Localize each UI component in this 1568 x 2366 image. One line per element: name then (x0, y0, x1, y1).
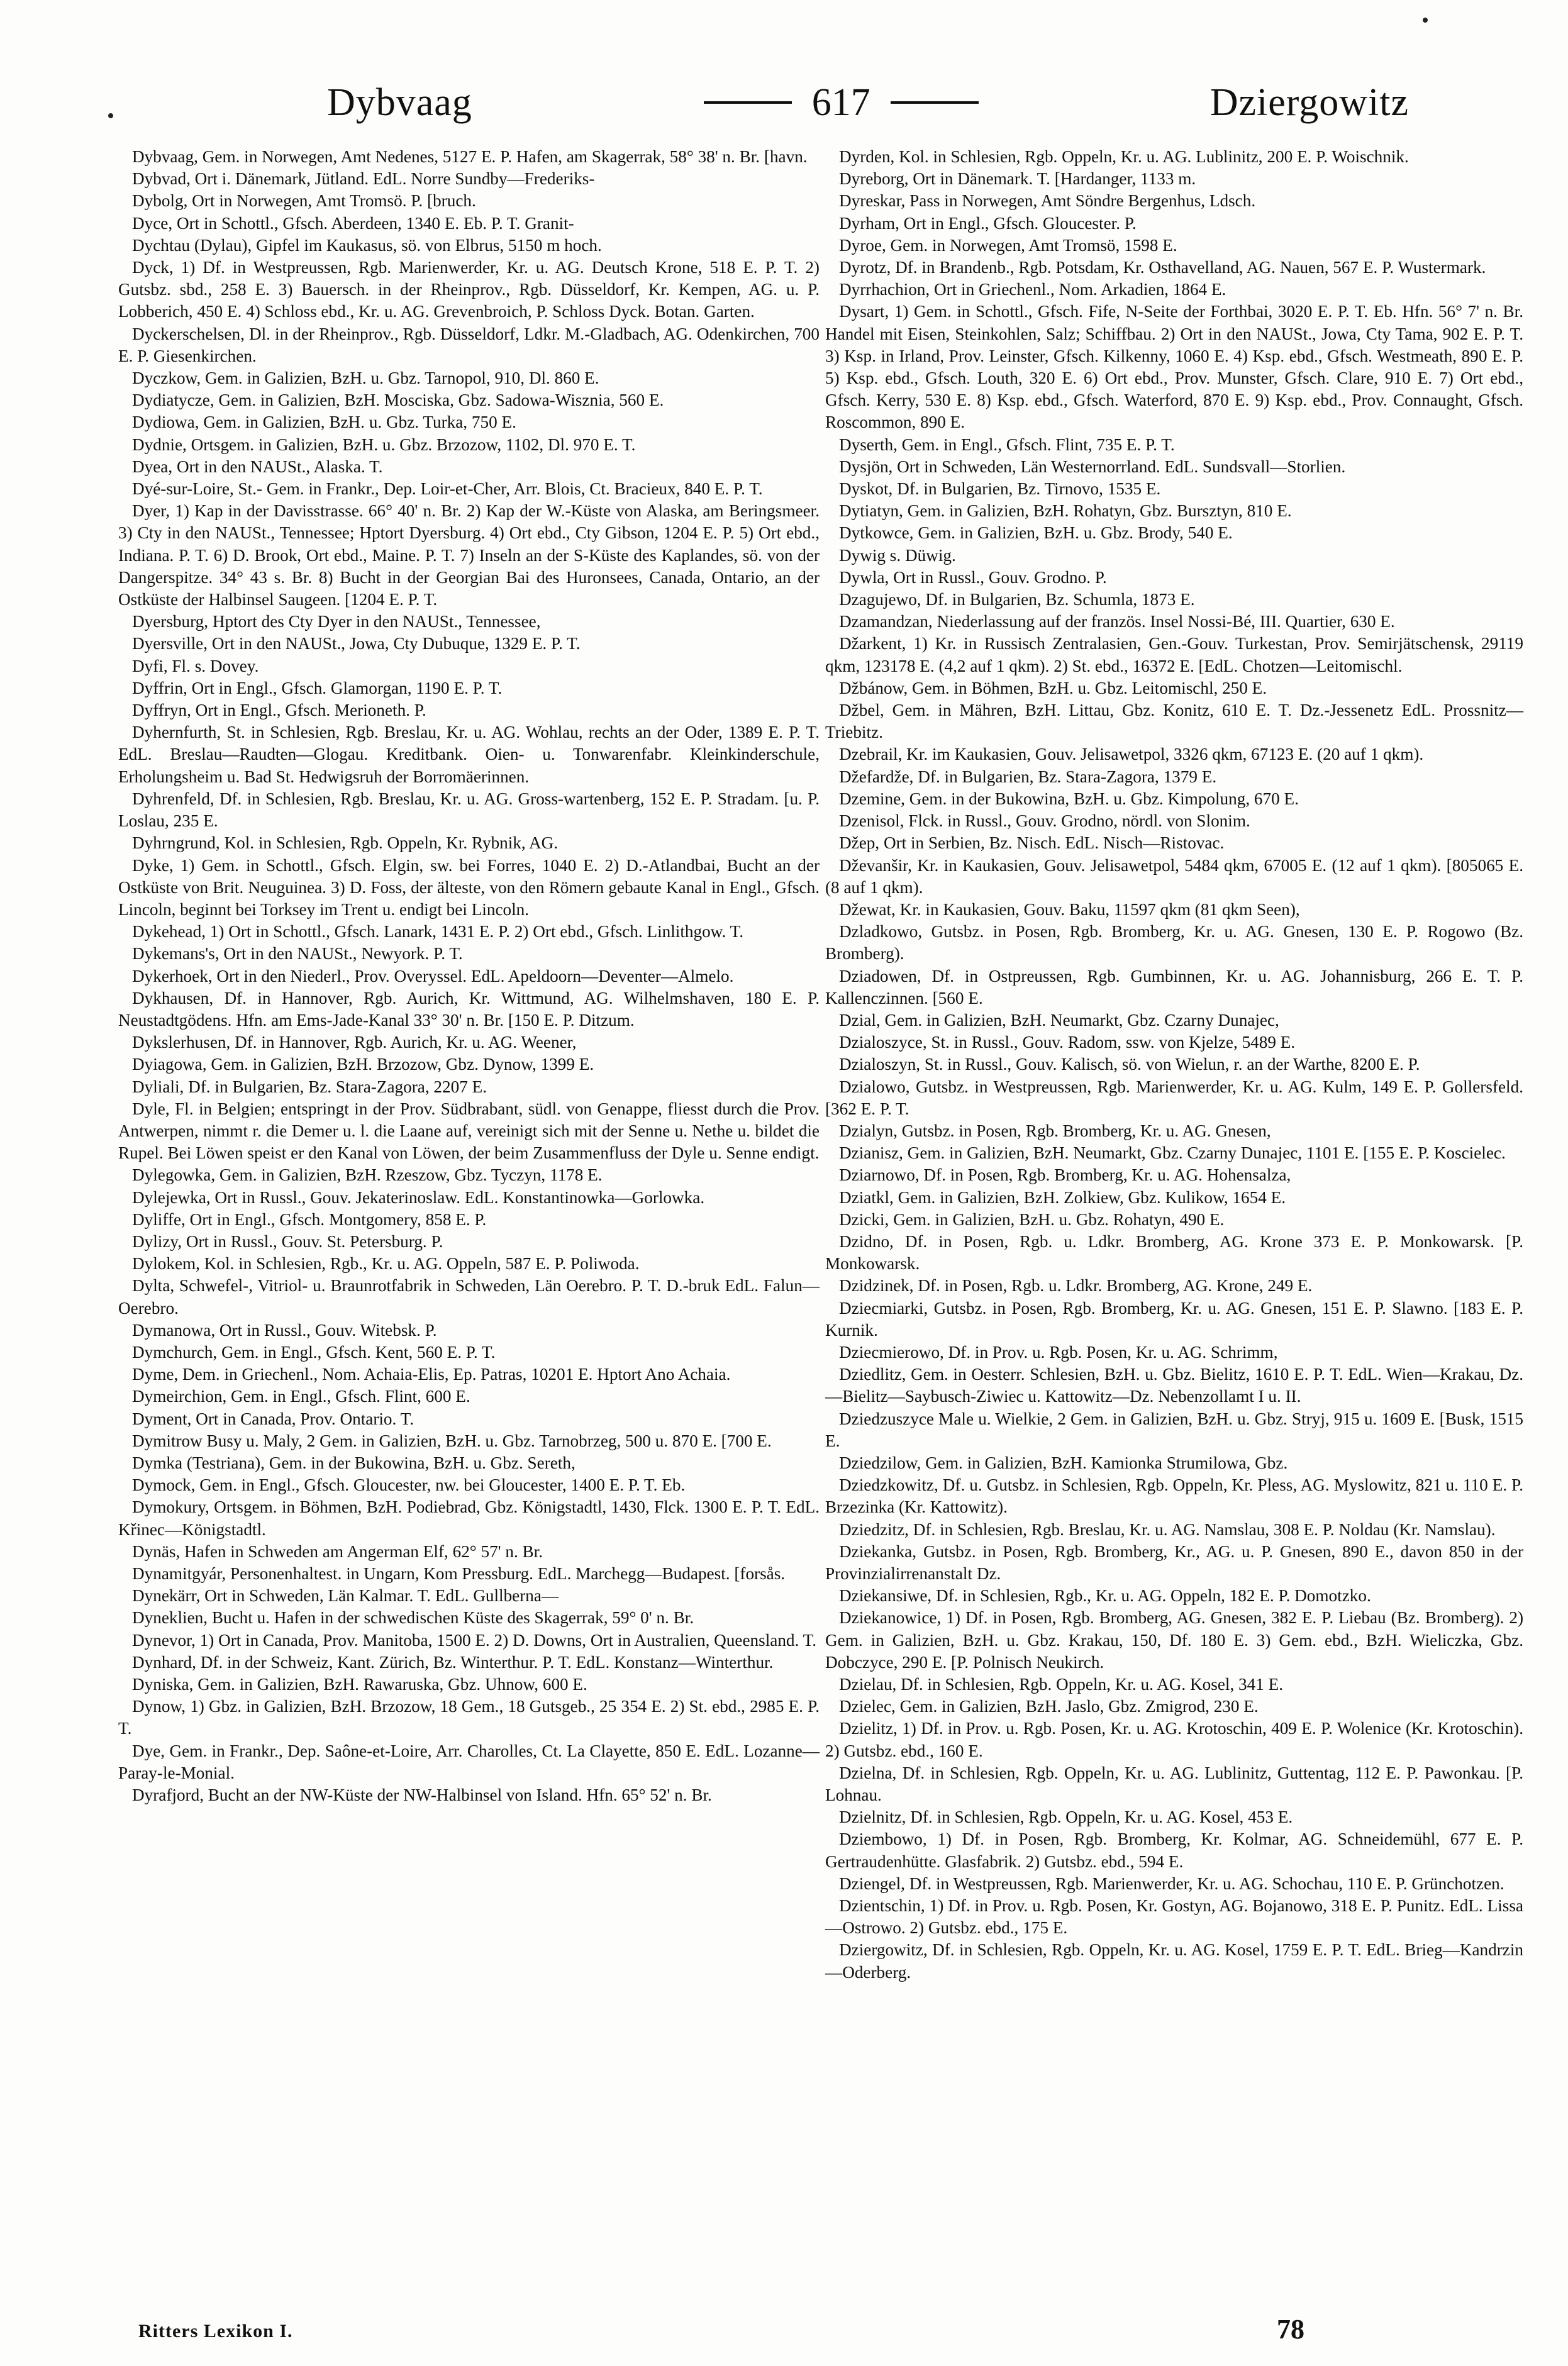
dictionary-entry: Dyme, Dem. in Griechenl., Nom. Achaia-Elis, Ep. Patras, 10201 E. Hptort Ano Achaia. (132, 1365, 731, 1384)
right-column (825, 146, 1523, 1984)
dictionary-entry: Džbel, Gem. in Mähren, BzH. Littau, Gbz. Konitz, 610 E. T. Dz.-Jessenetz EdL. Prossnitz—Triebitz. (825, 701, 1523, 742)
dictionary-entry: Dymka (Testriana), Gem. in der Bukowina, BzH. u. Gbz. Sereth, (132, 1453, 575, 1472)
dictionary-entry: Dzamandzan, Niederlassung auf der französ. Insel Nossi-Bé, III. Quartier, 630 E. (839, 612, 1395, 631)
dictionary-entry: Dybvad, Ort i. Dänemark, Jütland. EdL. Norre Sundby—Frederiks- (132, 169, 595, 189)
dictionary-entry: Dysjön, Ort in Schweden, Län Westernorrland. EdL. Sundsvall—Storlien. (839, 457, 1346, 476)
dictionary-entry: Dymock, Gem. in Engl., Gfsch. Gloucester, nw. bei Gloucester, 1400 E. P. T. Eb. (132, 1475, 686, 1495)
dictionary-entry: Dževanšir, Kr. in Kaukasien, Gouv. Jelisawetpol, 5484 qkm, 67005 E. (12 auf 1 qkm). [805065 E. (8 auf 1 qkm). (825, 855, 1523, 897)
dictionary-entry: Dyer, 1) Kap in der Davisstrasse. 66° 40' n. Br. 2) Kap der W.-Küste von Alaska, am Beringsmeer. 3) Cty in den NAUSt., Tennessee; Hptort Dyersburg. 4) Ort ebd., Cty Gibson, 1204 E. P. 5) Ort ebd., Indiana. P. T. 6) D. Brook, Ort ebd., Maine. P. T. 7) Inseln an der S-Küste des Kaplandes, sö. von der Dangerspitze. 34° 43 s. Br. 8) Bucht in der Georgian Bai des Huronsees, Canada, Ontario, an der Ostküste der Halbinsel Saugeen. [1204 E. P. T. (118, 501, 820, 609)
dictionary-entry: Džewat, Kr. in Kaukasien, Gouv. Baku, 11597 qkm (81 qkm Seen), (839, 899, 1300, 919)
dictionary-entry: Dychtau (Dylau), Gipfel im Kaukasus, sö. von Elbrus, 5150 m hoch. (132, 235, 602, 255)
left-column (118, 146, 820, 1806)
page-number-group (704, 81, 979, 125)
dictionary-entry: Dzialyn, Gutsbz. in Posen, Rgb. Bromberg, Kr. u. AG. Gnesen, (839, 1121, 1271, 1140)
dictionary-entry: Dymitrow Busy u. Maly, 2 Gem. in Galizien, BzH. u. Gbz. Tarnobrzeg, 500 u. 870 E. [700 E. (132, 1431, 772, 1450)
dictionary-entry: Dyce, Ort in Schottl., Gfsch. Aberdeen, 1340 E. Eb. P. T. Granit- (132, 213, 574, 233)
dictionary-entry: Dyea, Ort in den NAUSt., Alaska. T. (132, 457, 383, 476)
dictionary-entry: Dylegowka, Gem. in Galizien, BzH. Rzeszow, Gbz. Tyczyn, 1178 E. (132, 1165, 603, 1185)
dictionary-entry: Dydnie, Ortsgem. in Galizien, BzH. u. Gbz. Brzozow, 1102, Dl. 970 E. T. (132, 435, 636, 454)
dictionary-entry: Dzianisz, Gem. in Galizien, BzH. Neumarkt, Gbz. Czarny Dunajec, 1101 E. [155 E. P. Koscielec. (839, 1143, 1506, 1163)
dictionary-entry: Dziecmiarki, Gutsbz. in Posen, Rgb. Bromberg, Kr. u. AG. Gnesen, 151 E. P. Slawno. [183 E. P. Kurnik. (825, 1298, 1523, 1340)
footer-sheet-number: 78 (1277, 2314, 1304, 2345)
dictionary-entry: Dzemine, Gem. in der Bukowina, BzH. u. Gbz. Kimpolung, 670 E. (839, 789, 1299, 808)
page-number: 617 (811, 81, 870, 124)
dictionary-entry: Dysart, 1) Gem. in Schottl., Gfsch. Fife, N-Seite der Forthbai, 3020 E. P. T. Eb. Hfn. 56° 7' n. Br. Handel mit Eisen, Steinkohlen, Salz; Schiffbau. 2) Ort in den NAUSt., Jowa, Cty Tama, 902 E. P. T. 3) Ksp. in Irland, Prov. Leinster, Gfsch. Kilkenny, 1060 E. 4) Ksp. ebd., Gfsch. Westmeath, 890 E. P. 5) Ksp. ebd., Gfsch. Louth, 320 E. 6) Ort ebd., Prov. Munster, Gfsch. Clare, 910 E. 7) Ort ebd., Gfsch. Kerry, 530 E. 8) Ksp. ebd., Gfsch. Waterford, 870 E. 9) Ksp. ebd., Prov. Connaught, Gfsch. Roscommon, 890 E. (825, 302, 1523, 432)
footer-signature: Ritters Lexikon I. (138, 2321, 293, 2341)
dictionary-entry: Dzebrail, Kr. im Kaukasien, Gouv. Jelisawetpol, 3326 qkm, 67123 E. (20 auf 1 qkm). (839, 745, 1424, 764)
dictionary-entry: Dynamitgyár, Personenhaltest. in Ungarn, Kom Pressburg. EdL. Marchegg—Budapest. [forsås. (132, 1564, 786, 1583)
dictionary-entry: Dytkowce, Gem. in Galizien, BzH. u. Gbz. Brody, 540 E. (839, 523, 1233, 543)
dictionary-entry: Dydiowa, Gem. in Galizien, BzH. u. Gbz. Turka, 750 E. (132, 413, 516, 432)
dictionary-entry: Dyrafjord, Bucht an der NW-Küste der NW-Halbinsel von Island. Hfn. 65° 52' n. Br. (132, 1786, 712, 1805)
dictionary-entry: Dzial, Gem. in Galizien, BzH. Neumarkt, Gbz. Czarny Dunajec, (839, 1010, 1279, 1030)
dictionary-entry: Dyersburg, Hptort des Cty Dyer in den NAUSt., Tennessee, (132, 612, 541, 631)
dictionary-entry: Dzientschin, 1) Df. in Prov. u. Rgb. Posen, Kr. Gostyn, AG. Bojanowo, 318 E. P. Punitz. EdL. Lissa—Ostrowo. 2) Gutsbz. ebd., 175 E. (825, 1896, 1523, 1938)
right-headword: Dziergowitz (1209, 81, 1409, 124)
dictionary-entry: Dyment, Ort in Canada, Prov. Ontario. T. (132, 1409, 414, 1428)
dictionary-entry: Dyckerschelsen, Dl. in der Rheinprov., Rgb. Düsseldorf, Ldkr. M.-Gladbach, AG. Odenkirchen, 700 E. P. Giesenkirchen. (118, 324, 820, 365)
dictionary-entry: Dzielau, Df. in Schlesien, Rgb. Oppeln, Kr. u. AG. Kosel, 341 E. (839, 1675, 1284, 1694)
dictionary-entry: Dymokury, Ortsgem. in Böhmen, BzH. Podiebrad, Gbz. Königstadtl, 1430, Flck. 1300 E. P. T. EdL. Křinec—Königstadtl. (118, 1497, 820, 1539)
dictionary-entry: Dyhrngrund, Kol. in Schlesien, Rgb. Oppeln, Kr. Rybnik, AG. (132, 833, 559, 853)
dictionary-entry: Dziedzuszyce Male u. Wielkie, 2 Gem. in Galizien, BzH. u. Gbz. Stryj, 915 u. 1609 E. [Busk, 1515 E. (825, 1409, 1523, 1450)
dictionary-entry: Dykehead, 1) Ort in Schottl., Gfsch. Lanark, 1431 E. P. 2) Ort ebd., Gfsch. Linlithgow. T. (132, 922, 744, 941)
dictionary-entry: Dziedzitz, Df. in Schlesien, Rgb. Breslau, Kr. u. AG. Namslau, 308 E. P. Noldau (Kr. Namslau). (839, 1519, 1496, 1539)
page-header (327, 74, 1409, 131)
dictionary-entry: Dymeirchion, Gem. in Engl., Gfsch. Flint, 600 E. (132, 1387, 470, 1406)
dictionary-entry: Dyrotz, Df. in Brandenb., Rgb. Potsdam, Kr. Osthavelland, AG. Nauen, 567 E. P. Wustermark. (839, 258, 1486, 277)
dictionary-entry: Dzidno, Df. in Posen, Rgb. u. Ldkr. Bromberg, AG. Krone 373 E. P. Monkowarsk. [P. Monkowarsk. (825, 1231, 1523, 1274)
dictionary-entry: Dylta, Schwefel-, Vitriol- u. Braunrotfabrik in Schweden, Län Oerebro. P. T. D.-bruk EdL. Falun—Oerebro. (118, 1276, 820, 1318)
dictionary-entry: Dzidzinek, Df. in Posen, Rgb. u. Ldkr. Bromberg, AG. Krone, 249 E. (839, 1276, 1313, 1296)
dictionary-entry: Dziedzilow, Gem. in Galizien, BzH. Kamionka Strumilowa, Gbz. (839, 1453, 1288, 1472)
dictionary-entry: Dyersville, Ort in den NAUSt., Jowa, Cty Dubuque, 1329 E. P. T. (132, 634, 581, 653)
dictionary-entry: Dyskot, Df. in Bulgarien, Bz. Tirnovo, 1535 E. (839, 479, 1161, 499)
dictionary-entry: Dyroe, Gem. in Norwegen, Amt Tromsö, 1598 E. (839, 235, 1177, 255)
dictionary-entry: Dynäs, Hafen in Schweden am Angerman Elf, 62° 57' n. Br. (132, 1541, 543, 1561)
dictionary-entry: Dzielitz, 1) Df. in Prov. u. Rgb. Posen, Kr. u. AG. Krotoschin, 409 E. P. Wolenice (Kr. Krotoschin). 2) Gutsbz. ebd., 160 E. (825, 1719, 1523, 1760)
dictionary-entry: Dyke, 1) Gem. in Schottl., Gfsch. Elgin, sw. bei Forres, 1040 E. 2) D.-Atlandbai, Bucht an der Ostküste von Brit. Neuguinea. 3) D. Foss, der älteste, von den Römern gebaute Kanal in Engl., Gfsch. Lincoln, beginnt bei Torksey im Trent u. endigt bei Lincoln. (118, 855, 820, 919)
dictionary-entry: Dziekanowice, 1) Df. in Posen, Rgb. Bromberg, AG. Gnesen, 382 E. P. Liebau (Bz. Bromberg). 2) Gem. in Galizien, BzH. u. Gbz. Krakau, 150, Df. 180 E. 3) Gem. ebd., BzH. Wieliczka, Gbz. Dobczyce, 290 E. [P. Polnisch Neukirch. (825, 1608, 1523, 1672)
dictionary-entry: Dykemans's, Ort in den NAUSt., Newyork. P. T. (132, 944, 463, 964)
dictionary-entry: Dyserth, Gem. in Engl., Gfsch. Flint, 735 E. P. T. (839, 435, 1175, 454)
dictionary-entry: Dzenisol, Flck. in Russl., Gouv. Grodno, nördl. von Slonim. (839, 811, 1250, 831)
dictionary-entry: Dywla, Ort in Russl., Gouv. Grodno. P. (839, 567, 1107, 587)
dictionary-entry: Dziembowo, 1) Df. in Posen, Rgb. Bromberg, Kr. Kolmar, AG. Schneidemühl, 677 E. P. Gertraudenhütte. Glasfabrik. 2) Gutsbz. ebd., 594 E. (825, 1830, 1523, 1871)
dictionary-entry: Dynekärr, Ort in Schweden, Län Kalmar. T. EdL. Gullberna— (132, 1586, 559, 1606)
speck-mark (1423, 18, 1428, 23)
dictionary-entry: Dyiagowa, Gem. in Galizien, BzH. Brzozow, Gbz. Dynow, 1399 E. (132, 1055, 594, 1074)
dictionary-entry: Dzicki, Gem. in Galizien, BzH. u. Gbz. Rohatyn, 490 E. (839, 1209, 1225, 1229)
dictionary-entry: Dylizy, Ort in Russl., Gouv. St. Petersburg. P. (132, 1231, 443, 1251)
dictionary-entry: Dyrden, Kol. in Schlesien, Rgb. Oppeln, Kr. u. AG. Lublinitz, 200 E. P. Woischnik. (839, 147, 1409, 166)
dictionary-entry: Dyffryn, Ort in Engl., Gfsch. Merioneth. P. (132, 701, 426, 720)
dictionary-entry: Dyreskar, Pass in Norwegen, Amt Söndre Bergenhus, Ldsch. (839, 191, 1256, 211)
dictionary-entry: Dyrham, Ort in Engl., Gfsch. Gloucester. P. (839, 213, 1137, 233)
dictionary-entry: Dziarnowo, Df. in Posen, Rgb. Bromberg, Kr. u. AG. Hohensalza, (839, 1165, 1291, 1185)
dictionary-entry: Dziekanka, Gutsbz. in Posen, Rgb. Bromberg, Kr., AG. u. P. Gnesen, 890 E., davon 850 in der Provinzialirrenanstalt Dz. (825, 1541, 1523, 1583)
dictionary-entry: Dykerhoek, Ort in den Niederl., Prov. Overyssel. EdL. Apeldoorn—Deventer—Almelo. (132, 966, 734, 986)
dictionary-entry: Dymanowa, Ort in Russl., Gouv. Witebsk. P. (132, 1320, 437, 1340)
dictionary-entry: Dziecmierowo, Df. in Prov. u. Rgb. Posen, Kr. u. AG. Schrimm, (839, 1342, 1278, 1362)
header-rule-left (704, 101, 792, 104)
dictionary-entry: Dzielna, Df. in Schlesien, Rgb. Oppeln, Kr. u. AG. Lublinitz, Guttentag, 112 E. P. Pawonkau. [P. Lohnau. (825, 1763, 1523, 1805)
dictionary-entry: Dyle, Fl. in Belgien; entspringt in der Prov. Südbrabant, südl. von Genappe, fliesst durch die Prov. Antwerpen, nimmt r. die Demer u. l. die Laane auf, vereinigt sich mit der Senne u. Nethe u. bildet die Rupel. Bei Löwen speist er den Kanal von Löwen, der beim Zusammenfluss der Dyle u. Senne endigt. (118, 1099, 820, 1163)
dictionary-entry: Dyhernfurth, St. in Schlesien, Rgb. Breslau, Kr. u. AG. Wohlau, rechts an der Oder, 1389 E. P. T. EdL. Breslau—Raudten—Glogau. Kreditbank. Oien- u. Tonwarenfabr. Kleinkinderschule, Erholungsheim u. Bad St. Hedwigsruh der Borromäerinnen. (118, 723, 820, 786)
dictionary-entry: Dykslerhusen, Df. in Hannover, Rgb. Aurich, Kr. u. AG. Weener, (132, 1033, 577, 1052)
dictionary-entry: Dyliali, Df. in Bulgarien, Bz. Stara-Zagora, 2207 E. (132, 1077, 487, 1096)
speck-mark (108, 113, 113, 118)
dictionary-entry: Džep, Ort in Serbien, Bz. Nisch. EdL. Nisch—Ristovac. (839, 833, 1225, 853)
dictionary-entry: Dzialoszyce, St. in Russl., Gouv. Radom, ssw. von Kjelze, 5489 E. (839, 1033, 1296, 1052)
dictionary-entry: Dyck, 1) Df. in Westpreussen, Rgb. Marienwerder, Kr. u. AG. Deutsch Krone, 518 E. P. T. 2) Gutsbz. sbd., 258 E. 3) Bauersch. in der Rheinprov., Rgb. Düsseldorf, Kr. Kempen, AG. u. P. Lobberich, 450 E. 4) Schloss ebd., Kr. u. AG. Grevenbroich, P. Schloss Dyck. Botan. Garten. (118, 258, 820, 321)
dictionary-entry: Dynhard, Df. in der Schweiz, Kant. Zürich, Bz. Winterthur. P. T. EdL. Konstanz—Winterthur. (132, 1652, 774, 1672)
dictionary-entry: Dziengel, Df. in Westpreussen, Rgb. Marienwerder, Kr. u. AG. Schochau, 110 E. P. Grünchotzen. (839, 1874, 1504, 1893)
dictionary-entry: Džarkent, 1) Kr. in Russisch Zentralasien, Gen.-Gouv. Turkestan, Prov. Semirjätschensk, 29119 qkm, 123178 E. (4,2 auf 1 qkm). 2) St. ebd., 16372 E. [EdL. Chotzen—Leitomischl. (825, 634, 1523, 675)
dictionary-entry: Dyhrenfeld, Df. in Schlesien, Rgb. Breslau, Kr. u. AG. Gross-wartenberg, 152 E. P. Stradam. [u. P. Loslau, 235 E. (118, 789, 820, 831)
dictionary-entry: Dziedzkowitz, Df. u. Gutsbz. in Schlesien, Rgb. Oppeln, Kr. Pless, AG. Myslowitz, 821 u. 110 E. P. Brzezinka (Kr. Kattowitz). (825, 1475, 1523, 1517)
header-rule-right (891, 101, 979, 104)
dictionary-entry: Dzladkowo, Gutsbz. in Posen, Rgb. Bromberg, Kr. u. AG. Gnesen, 130 E. P. Rogowo (Bz. Bromberg). (825, 922, 1523, 964)
dictionary-entry: Dziedlitz, Gem. in Oesterr. Schlesien, BzH. u. Gbz. Bielitz, 1610 E. P. T. EdL. Wien—Krakau, Dz.—Bielitz—Saybusch-Ziwiec u. Kattowitz—Dz. Nebenzollamt I u. II. (825, 1365, 1523, 1406)
left-headword: Dybvaag (327, 81, 472, 124)
dictionary-entry: Dyé-sur-Loire, St.- Gem. in Frankr., Dep. Loir-et-Cher, Arr. Blois, Ct. Bracieux, 840 E. P. T. (132, 479, 763, 499)
dictionary-entry: Dziergowitz, Df. in Schlesien, Rgb. Oppeln, Kr. u. AG. Kosel, 1759 E. P. T. EdL. Brieg—Kandrzin—Oderberg. (825, 1940, 1523, 1982)
dictionary-entry: Dziekansiwe, Df. in Schlesien, Rgb., Kr. u. AG. Oppeln, 182 E. P. Domotzko. (839, 1586, 1371, 1606)
dictionary-entry: Dybvaag, Gem. in Norwegen, Amt Nedenes, 5127 E. P. Hafen, am Skagerrak, 58° 38' n. Br. [havn. (132, 147, 808, 166)
dictionary-entry: Dyliffe, Ort in Engl., Gfsch. Montgomery, 858 E. P. (132, 1209, 487, 1229)
dictionary-entry: Dzagujewo, Df. in Bulgarien, Bz. Schumla, 1873 E. (839, 590, 1195, 609)
dictionary-entry: Dyrrhachion, Ort in Griechenl., Nom. Arkadien, 1864 E. (839, 280, 1226, 299)
dictionary-entry: Dzialoszyn, St. in Russl., Gouv. Kalisch, sö. von Wielun, r. an der Warthe, 8200 E. P. (839, 1055, 1420, 1074)
dictionary-entry: Džbánow, Gem. in Böhmen, BzH. u. Gbz. Leitomischl, 250 E. (839, 678, 1267, 697)
dictionary-entry: Dynevor, 1) Ort in Canada, Prov. Manitoba, 1500 E. 2) D. Downs, Ort in Australien, Queensland. T. (132, 1630, 816, 1650)
dictionary-entry: Dzielnitz, Df. in Schlesien, Rgb. Oppeln, Kr. u. AG. Kosel, 453 E. (839, 1808, 1293, 1827)
dictionary-entry: Dybolg, Ort in Norwegen, Amt Tromsö. P. [bruch. (132, 191, 476, 211)
dictionary-entry: Džefardže, Df. in Bulgarien, Bz. Stara-Zagora, 1379 E. (839, 767, 1217, 786)
dictionary-entry: Dziadowen, Df. in Ostpreussen, Rgb. Gumbinnen, Kr. u. AG. Johannisburg, 266 E. T. P. Kallenczinnen. [560 E. (825, 966, 1523, 1008)
dictionary-entry: Dylokem, Kol. in Schlesien, Rgb., Kr. u. AG. Oppeln, 587 E. P. Poliwoda. (132, 1254, 640, 1274)
dictionary-entry: Dytiatyn, Gem. in Galizien, BzH. Rohatyn, Gbz. Bursztyn, 810 E. (839, 501, 1292, 521)
dictionary-entry: Dyniska, Gem. in Galizien, BzH. Rawaruska, Gbz. Uhnow, 600 E. (132, 1675, 587, 1694)
dictionary-entry: Dywig s. Düwig. (839, 545, 956, 565)
dictionary-entry: Dzialowo, Gutsbz. in Westpreussen, Rgb. Marienwerder, Kr. u. AG. Kulm, 149 E. P. Gollersfeld. [362 E. P. T. (825, 1077, 1523, 1118)
dictionary-entry: Dyreborg, Ort in Dänemark. T. [Hardanger, 1133 m. (839, 169, 1196, 189)
dictionary-entry: Dyczkow, Gem. in Galizien, BzH. u. Gbz. Tarnopol, 910, Dl. 860 E. (132, 369, 599, 388)
dictionary-entry: Dyneklien, Bucht u. Hafen in der schwedischen Küste des Skagerrak, 59° 0' n. Br. (132, 1608, 694, 1628)
dictionary-entry: Dye, Gem. in Frankr., Dep. Saône-et-Loire, Arr. Charolles, Ct. La Clayette, 850 E. EdL. Lozanne—Paray-le-Monial. (118, 1741, 820, 1782)
dictionary-entry: Dzielec, Gem. in Galizien, BzH. Jaslo, Gbz. Zmigrod, 230 E. (839, 1697, 1259, 1716)
dictionary-entry: Dydiatycze, Gem. in Galizien, BzH. Mosciska, Gbz. Sadowa-Wisznia, 560 E. (132, 391, 664, 410)
dictionary-entry: Dykhausen, Df. in Hannover, Rgb. Aurich, Kr. Wittmund, AG. Wilhelmshaven, 180 E. P. Neustadtgödens. Hfn. am Ems-Jade-Kanal 33° 30' n. Br. [150 E. P. Ditzum. (118, 988, 820, 1030)
dictionary-entry: Dyffrin, Ort in Engl., Gfsch. Glamorgan, 1190 E. P. T. (132, 678, 503, 697)
dictionary-entry: Dymchurch, Gem. in Engl., Gfsch. Kent, 560 E. P. T. (132, 1342, 496, 1362)
dictionary-entry: Dziatkl, Gem. in Galizien, BzH. Zolkiew, Gbz. Kulikow, 1654 E. (839, 1187, 1286, 1207)
dictionary-entry: Dyfi, Fl. s. Dovey. (132, 656, 259, 675)
dictionary-entry: Dynow, 1) Gbz. in Galizien, BzH. Brzozow, 18 Gem., 18 Gutsgeb., 25 354 E. 2) St. ebd., 2985 E. P. T. (118, 1697, 820, 1738)
dictionary-entry: Dylejewka, Ort in Russl., Gouv. Jekaterinoslaw. EdL. Konstantinowka—Gorlowka. (132, 1187, 705, 1207)
